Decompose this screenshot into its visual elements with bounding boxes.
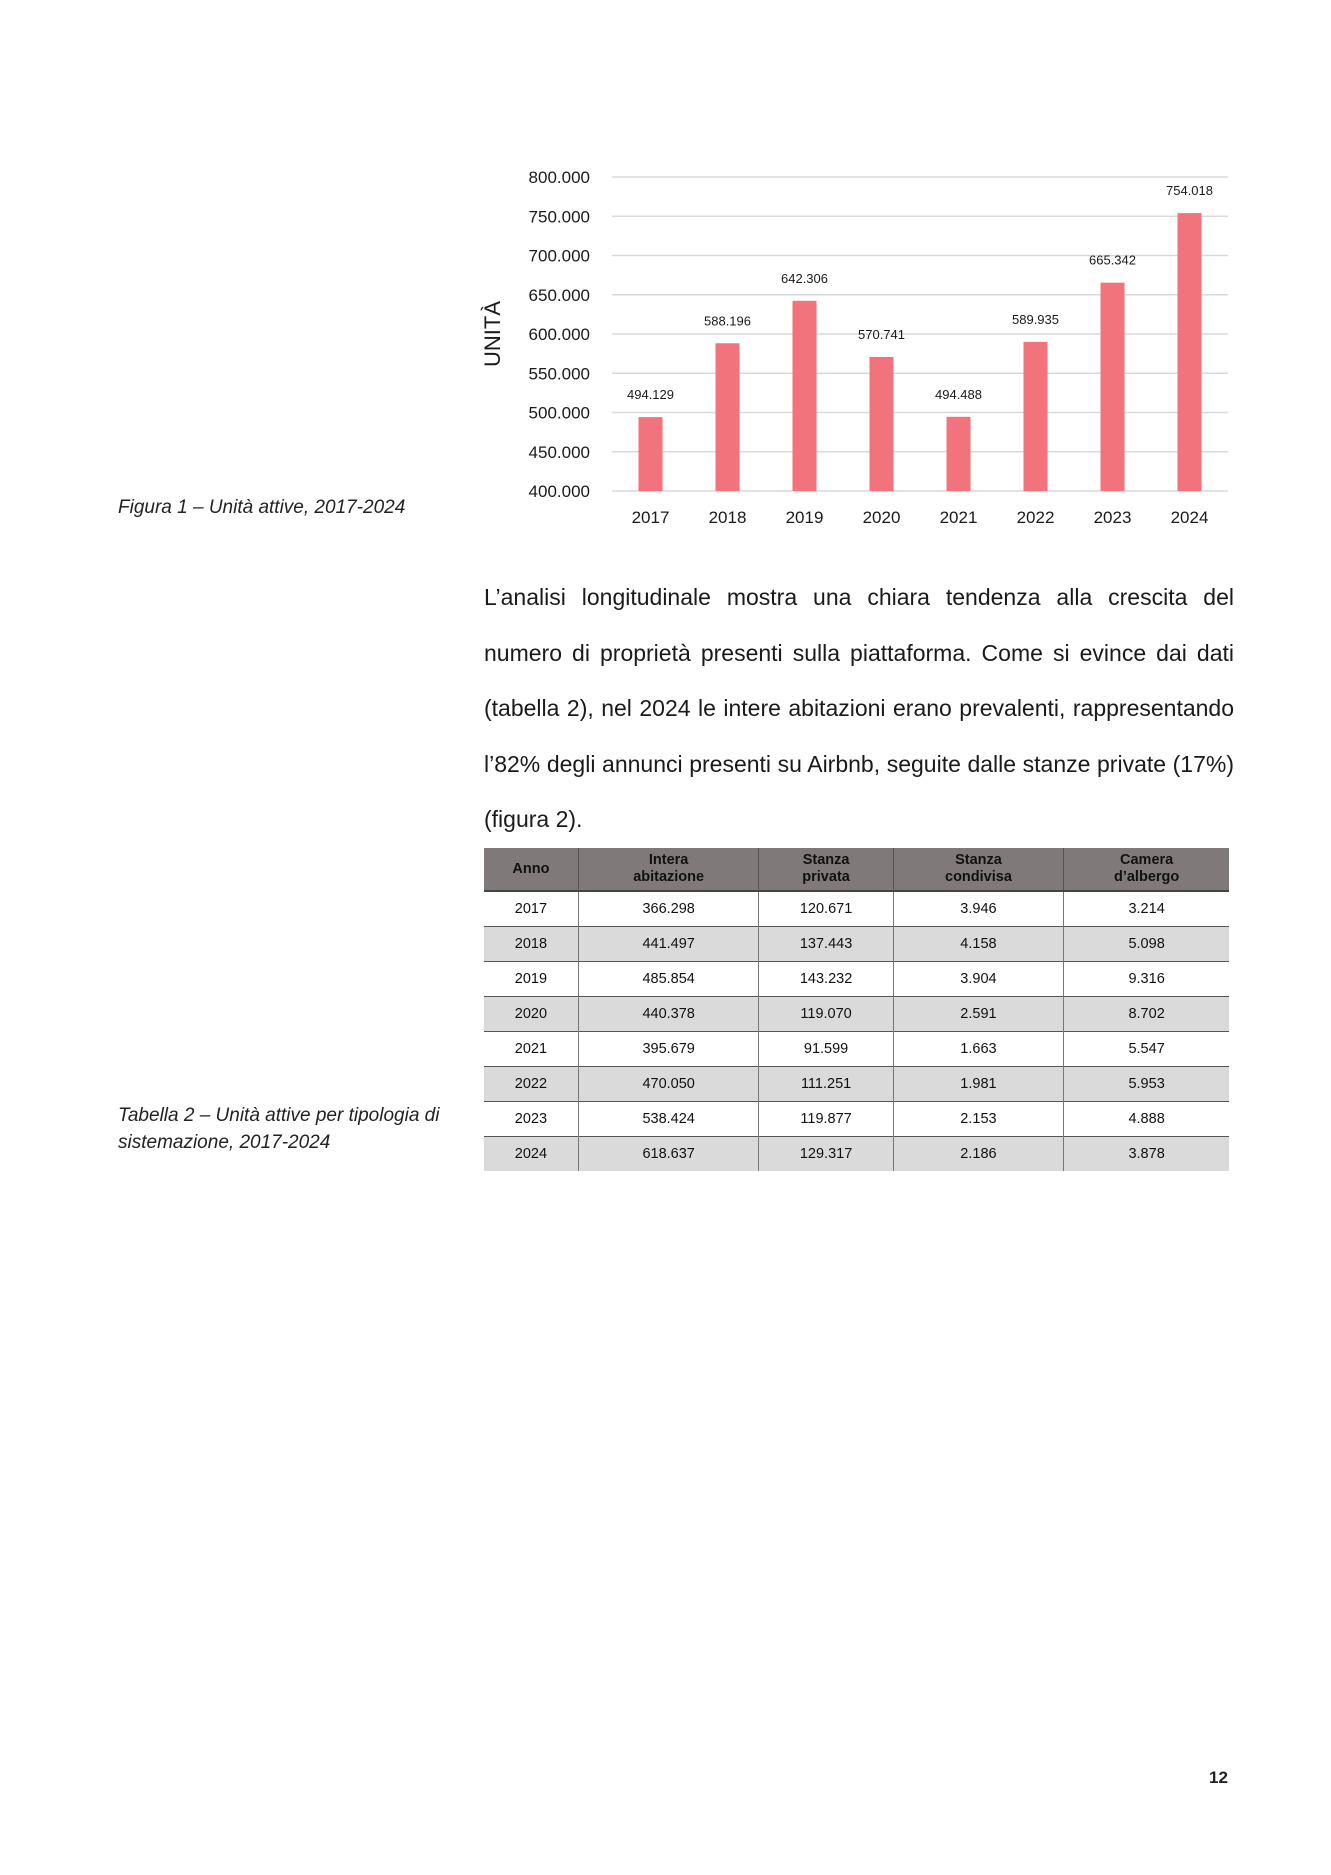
table-cell: 111.251	[759, 1067, 893, 1102]
data-label: 494.129	[627, 387, 674, 403]
bar	[639, 417, 663, 491]
table-row	[484, 927, 1229, 962]
y-tick-label: 500.000	[528, 403, 590, 423]
table-cell: 2023	[484, 1102, 578, 1137]
table-cell: 440.378	[578, 997, 759, 1032]
bar	[870, 357, 894, 491]
data-label: 665.342	[1089, 252, 1136, 268]
y-tick-label: 550.000	[528, 364, 590, 384]
table-cell: 4.888	[1064, 1102, 1229, 1137]
bar	[793, 301, 817, 491]
table-row	[484, 1032, 1229, 1067]
table-row	[484, 891, 1229, 927]
data-label: 589.935	[1012, 311, 1059, 327]
bar	[1024, 342, 1048, 491]
column-header: Anno	[484, 848, 578, 891]
table-cell: 366.298	[578, 891, 759, 927]
column-header: Camera d’albergo	[1064, 848, 1229, 891]
column-header: Stanza condivisa	[893, 848, 1064, 891]
table-row	[484, 997, 1229, 1032]
table-cell: 5.953	[1064, 1067, 1229, 1102]
table-cell: 3.878	[1064, 1137, 1229, 1172]
bar-chart	[470, 160, 1250, 540]
table-cell: 119.877	[759, 1102, 893, 1137]
table-cell: 395.679	[578, 1032, 759, 1067]
chart-svg	[470, 160, 1250, 540]
table-cell: 1.981	[893, 1067, 1064, 1102]
table-cell: 2017	[484, 891, 578, 927]
x-tick-label: 2020	[862, 508, 901, 527]
table-cell: 2.186	[893, 1137, 1064, 1172]
page-number: 12	[1209, 1768, 1228, 1787]
x-tick-label: 2018	[708, 508, 747, 527]
table-cell: 143.232	[759, 962, 893, 997]
table-cell: 538.424	[578, 1102, 759, 1137]
column-header: Intera abitazione	[578, 848, 759, 891]
table-cell: 129.317	[759, 1137, 893, 1172]
table-cell: 3.214	[1064, 891, 1229, 927]
data-label: 570.741	[858, 326, 905, 342]
table-cell: 2020	[484, 997, 578, 1032]
data-label: 588.196	[704, 313, 751, 329]
table-row	[484, 1067, 1229, 1102]
table-cell: 2.153	[893, 1102, 1064, 1137]
table-cell: 120.671	[759, 891, 893, 927]
table-cell: 485.854	[578, 962, 759, 997]
table-cell: 2022	[484, 1067, 578, 1102]
table-cell: 9.316	[1064, 962, 1229, 997]
body-paragraph: L’analisi longitudinale mostra una chiara tendenza alla crescita del numero di proprietà presenti sulla piattaforma. Come si evince dai dati (tabella 2), nel 2024 le intere abitazioni erano prevalenti, rappresentando l’82% degli annunci presenti su Airbnb, seguite dalle stanze private (17%) (figura 2).	[484, 584, 1234, 832]
x-tick-label: 2021	[939, 508, 978, 527]
y-tick-label: 450.000	[528, 442, 590, 462]
y-tick-label: 600.000	[528, 325, 590, 344]
table-row	[484, 962, 1229, 997]
x-tick-label: 2022	[1016, 508, 1055, 527]
bar	[1178, 213, 1202, 491]
table-cell: 2024	[484, 1137, 578, 1172]
table-cell: 8.702	[1064, 997, 1229, 1032]
table-cell: 137.443	[759, 927, 893, 962]
column-header: Stanza privata	[759, 848, 893, 891]
table-cell: 2021	[484, 1032, 578, 1067]
x-tick-label: 2019	[785, 508, 824, 527]
table-cell: 2019	[484, 962, 578, 997]
figure-caption: Figura 1 – Unità attive, 2017-2024	[118, 497, 406, 518]
x-tick-label: 2024	[1170, 508, 1209, 527]
table-row	[484, 1102, 1229, 1137]
data-label: 494.488	[935, 386, 982, 402]
table-row	[484, 1137, 1229, 1172]
y-tick-label: 800.000	[528, 168, 590, 187]
table-cell: 1.663	[893, 1032, 1064, 1067]
x-tick-label: 2023	[1093, 508, 1132, 527]
table-header-row	[484, 848, 1229, 891]
data-table	[484, 848, 1229, 1171]
bar	[1101, 283, 1125, 491]
table-cell: 119.070	[759, 997, 893, 1032]
y-tick-label: 650.000	[528, 285, 590, 305]
table-cell: 2018	[484, 927, 578, 962]
table-cell: 5.098	[1064, 927, 1229, 962]
table-cell: 3.904	[893, 962, 1064, 997]
x-tick-label: 2017	[631, 508, 670, 527]
bar	[947, 417, 971, 491]
table-cell: 618.637	[578, 1137, 759, 1172]
table-cell: 441.497	[578, 927, 759, 962]
y-axis-label: UNITÀ	[480, 301, 505, 367]
table-cell: 470.050	[578, 1067, 759, 1102]
table-cell: 4.158	[893, 927, 1064, 962]
y-tick-label: 750.000	[528, 207, 590, 227]
data-label: 754.018	[1166, 183, 1213, 199]
data-label: 642.306	[781, 270, 828, 286]
table-cell: 3.946	[893, 891, 1064, 927]
bar	[716, 343, 740, 491]
table-cell: 91.599	[759, 1032, 893, 1067]
table-cell: 2.591	[893, 997, 1064, 1032]
table-cell: 5.547	[1064, 1032, 1229, 1067]
table-caption: Tabella 2 – Unità attive per tipologia di sistemazione, 2017-2024	[118, 1105, 440, 1153]
y-tick-label: 700.000	[528, 246, 590, 266]
y-tick-label: 400.000	[528, 482, 590, 501]
